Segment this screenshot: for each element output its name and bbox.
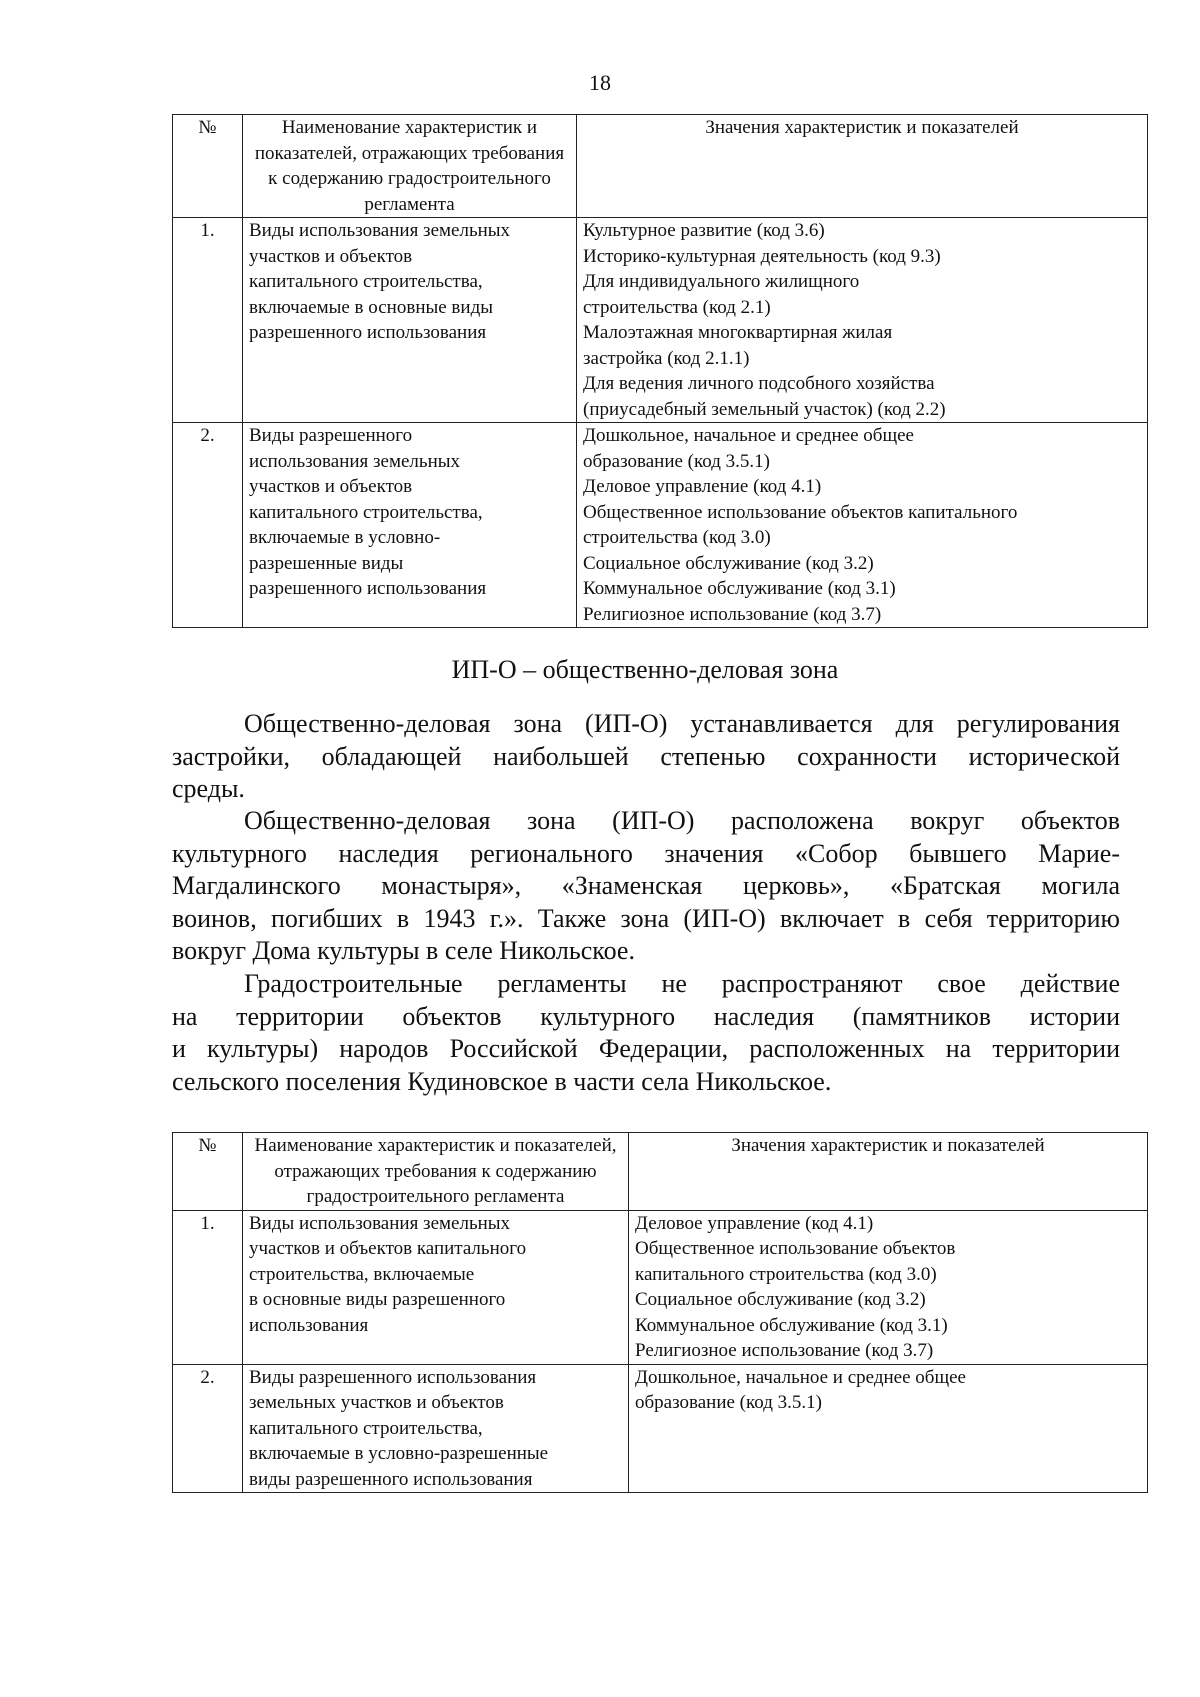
row-values — [629, 1210, 1148, 1364]
row-name — [243, 1210, 629, 1364]
paragraph-line: на территории объектов культурного наследия (памятников истории — [172, 1001, 1120, 1031]
row-num: 1. — [173, 1210, 243, 1364]
row-value-line: Деловое управление (код 4.1) — [635, 1212, 874, 1234]
row-value-line: Культурное развитие (код 3.6) — [583, 220, 825, 241]
row-name-line: включаемые в условно-разрешенные — [249, 1443, 549, 1464]
row-values — [577, 218, 1148, 423]
row-name-line: капитального строительства, — [249, 1417, 483, 1439]
row-value-line: Для ведения личного подсобного хозяйства — [583, 373, 935, 394]
row-num: 2. — [173, 423, 243, 628]
row-value-line: Религиозное использование (код 3.7) — [635, 1340, 934, 1361]
header-name — [243, 115, 577, 218]
row-name — [243, 423, 577, 628]
regulation-table-2 — [172, 1132, 1148, 1493]
row-value-line: (приусадебный земельный участок) (код 2.2) — [583, 398, 946, 420]
row-name-line: строительства, включаемые — [249, 1263, 475, 1285]
header-name — [243, 1133, 629, 1211]
row-name-line: капитального строительства, — [249, 501, 483, 523]
paragraph-line: культурного наследия регионального значения «Собор бывшего Марие- — [172, 838, 1120, 868]
header-name-line: градостроительного регламента — [306, 1186, 565, 1207]
paragraph-2 — [172, 805, 1120, 968]
table-row — [173, 423, 1148, 628]
row-value-line: Дошкольное, начальное и среднее общее — [583, 425, 914, 446]
header-values: Значения характеристик и показателей — [629, 1133, 1148, 1211]
row-values — [577, 423, 1148, 628]
row-name-line: разрешенного использования — [249, 578, 487, 599]
row-name-line: разрешенного использования — [249, 322, 487, 343]
row-num: 1. — [173, 218, 243, 423]
row-value-line: образование (код 3.5.1) — [583, 450, 770, 472]
header-name-line: и показателей, отражающих — [274, 1135, 617, 1182]
row-name-line: виды разрешенного использования — [249, 1468, 533, 1490]
row-name-line: включаемые в условно- — [249, 527, 441, 548]
row-num: 2. — [173, 1364, 243, 1493]
paragraph-line: Магдалинского монастыря», «Знаменская церковь», «Братская могила — [172, 871, 1120, 900]
row-value-line: капитального строительства (код 3.0) — [635, 1263, 937, 1285]
row-value-line: Религиозное использование (код 3.7) — [583, 603, 882, 625]
row-name-line: использования — [249, 1314, 369, 1336]
header-name-line: требования к содержанию — [384, 1160, 597, 1182]
paragraph-line: среды. — [172, 774, 245, 803]
paragraph-line: застройки, обладающей наибольшей степенью сохранности исторической — [172, 741, 1120, 771]
row-value-line: Социальное обслуживание (код 3.2) — [583, 552, 874, 574]
regulation-table-1 — [172, 114, 1148, 628]
header-num: № — [173, 115, 243, 218]
row-value-line: Общественное использование объектов капитального — [583, 501, 1018, 523]
row-name-line: участков и объектов — [249, 476, 413, 497]
row-name-line: участков и объектов капитального — [249, 1238, 527, 1259]
table-row — [173, 1210, 1148, 1364]
row-value-line: Коммунальное обслуживание (код 3.1) — [583, 578, 896, 599]
row-value-line: застройка (код 2.1.1) — [583, 347, 750, 369]
row-name-line: Виды разрешенного использования — [249, 1366, 537, 1388]
row-name-line: капитального строительства, — [249, 271, 483, 292]
row-value-line: строительства (код 3.0) — [583, 527, 771, 548]
table-row — [173, 1364, 1148, 1493]
row-name — [243, 218, 577, 423]
paragraph-line: Общественно-деловая зона (ИП-О) устанавливается для регулирования — [244, 709, 1120, 738]
paragraph-line: воинов, погибших в 1943 г.». Также зона (ИП-О) включает в себя территорию — [172, 903, 1120, 933]
header-name-line: требования к содержанию — [268, 142, 565, 189]
row-value-line: строительства (код 2.1) — [583, 296, 771, 318]
header-num: № — [173, 1133, 243, 1211]
row-name — [243, 1364, 629, 1493]
header-values: Значения характеристик и показателей — [577, 115, 1148, 218]
row-value-line: образование (код 3.5.1) — [635, 1392, 822, 1413]
row-name-line: Виды использования земельных — [249, 220, 511, 241]
paragraph-1 — [172, 708, 1120, 806]
paragraph-line: вокруг Дома культуры в селе Никольское. — [172, 936, 635, 965]
page-number: 18 — [589, 70, 611, 95]
row-name-line: использования земельных — [249, 450, 461, 472]
table-header-row — [173, 115, 1148, 218]
row-name-line: участков и объектов — [249, 245, 413, 267]
row-name-line: в основные виды разрешенного — [249, 1289, 506, 1310]
row-value-line: Деловое управление (код 4.1) — [583, 476, 822, 497]
header-name-line: Наименование характеристик — [281, 117, 523, 138]
row-name-line: включаемые в основные виды — [249, 296, 494, 318]
row-name-line: земельных участков и объектов — [249, 1392, 504, 1413]
row-value-line: Для индивидуального жилищного — [583, 271, 860, 292]
paragraph-3 — [172, 968, 1120, 1098]
row-name-line: Виды разрешенного — [249, 425, 413, 446]
zone-title: ИП-О – общественно-деловая зона — [451, 655, 839, 684]
table-row — [173, 218, 1148, 423]
paragraph-line: и культуры) народов Российской Федерации, расположенных на территории — [172, 1034, 1120, 1063]
paragraph-line: Общественно-деловая зона (ИП-О) расположена вокруг объектов — [244, 806, 1120, 835]
row-name-line: Виды использования земельных — [249, 1212, 511, 1234]
row-value-line: Общественное использование объектов — [635, 1238, 956, 1259]
header-name-line: и показателей, отражающих — [254, 117, 538, 164]
row-value-line: Историко-культурная деятельность (код 9.3) — [583, 245, 941, 267]
row-values — [629, 1364, 1148, 1493]
row-value-line: Малоэтажная многоквартирная жилая — [583, 322, 893, 343]
paragraph-line: Градостроительные регламенты не распространяют свое действие — [244, 969, 1120, 998]
paragraph-line: сельского поселения Кудиновское в части села Никольское. — [172, 1066, 832, 1096]
row-value-line: Социальное обслуживание (код 3.2) — [635, 1289, 926, 1310]
header-name-line: Наименование характеристик — [254, 1135, 495, 1156]
table-header-row — [173, 1133, 1148, 1211]
header-name-line: градостроительного регламента — [364, 168, 551, 215]
row-name-line: разрешенные виды — [249, 552, 404, 574]
row-value-line: Дошкольное, начальное и среднее общее — [635, 1366, 966, 1388]
row-value-line: Коммунальное обслуживание (код 3.1) — [635, 1314, 948, 1336]
